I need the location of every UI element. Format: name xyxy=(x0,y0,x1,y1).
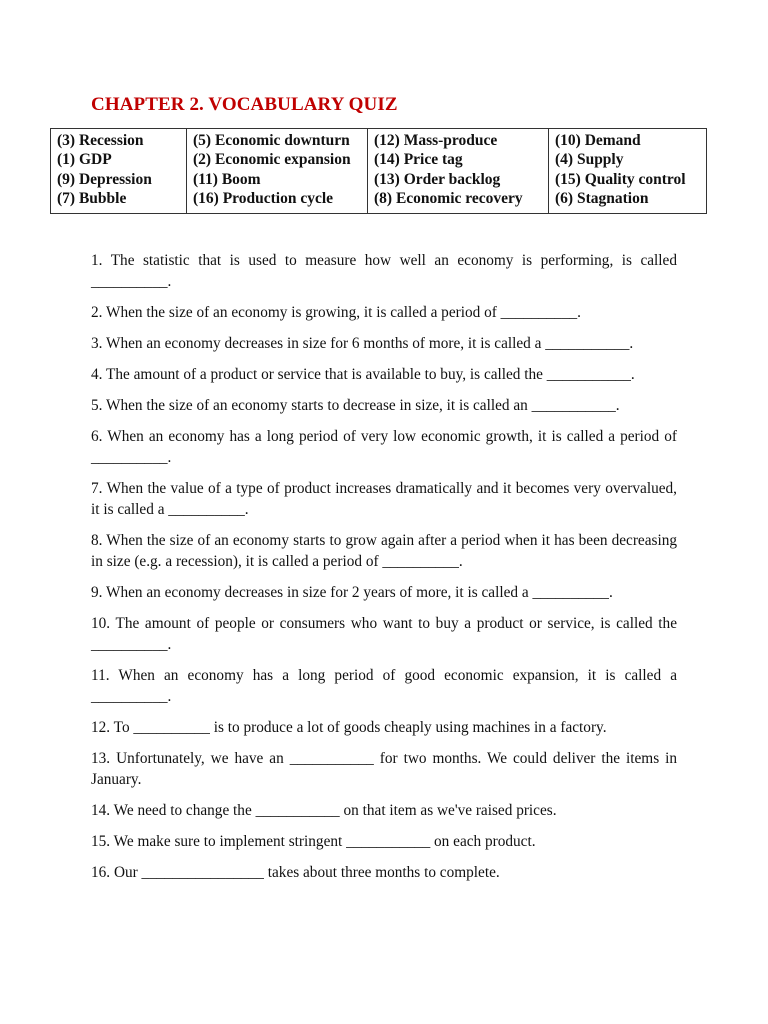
vocab-column-3 xyxy=(368,129,549,214)
question-4: 4. The amount of a product or service that is available to buy, is called the ___________. xyxy=(91,366,635,383)
vocab-term: (14) Price tag xyxy=(374,151,463,169)
question-list xyxy=(91,250,677,893)
vocab-term: (11) Boom xyxy=(193,170,261,188)
question-1: 1. The statistic that is used to measure how well an economy is performing, is called __________. xyxy=(91,252,677,290)
question-11: 11. When an economy has a long period of good economic expansion, it is called a __________. xyxy=(91,667,677,705)
question-13: 13. Unfortunately, we have an ___________ for two months. We could deliver the items in January. xyxy=(91,750,677,788)
vocab-term: (16) Production cycle xyxy=(193,189,334,207)
question-10: 10. The amount of people or consumers who want to buy a product or service, is called the __________. xyxy=(91,615,677,653)
vocab-column-1 xyxy=(51,129,187,214)
vocab-term: (6) Stagnation xyxy=(555,189,649,207)
question-9: 9. When an economy decreases in size for 2 years of more, it is called a __________. xyxy=(91,584,613,601)
vocab-term: (1) GDP xyxy=(57,151,112,169)
vocab-term: (10) Demand xyxy=(555,132,641,149)
vocab-term: (7) Bubble xyxy=(57,189,127,207)
vocab-term: (13) Order backlog xyxy=(374,170,501,188)
question-3: 3. When an economy decreases in size for 6 months of more, it is called a ___________. xyxy=(91,335,634,352)
vocab-column-2 xyxy=(187,129,368,214)
question-7: 7. When the value of a type of product increases dramatically and it becomes very overvalued, it is called a __________. xyxy=(91,480,677,518)
vocabulary-table xyxy=(50,128,707,214)
vocabulary-row xyxy=(51,129,707,214)
page-title: CHAPTER 2. VOCABULARY QUIZ xyxy=(91,94,398,115)
vocab-term: (2) Economic expansion xyxy=(193,151,351,169)
question-14: 14. We need to change the ___________ on that item as we've raised prices. xyxy=(91,802,557,819)
question-5: 5. When the size of an economy starts to decrease in size, it is called an ___________. xyxy=(91,397,620,414)
vocab-column-4 xyxy=(549,129,707,214)
vocab-term: (3) Recession xyxy=(57,132,144,149)
question-12: 12. To __________ is to produce a lot of goods cheaply using machines in a factory. xyxy=(91,719,607,736)
question-16: 16. Our ________________ takes about three months to complete. xyxy=(91,864,500,881)
question-8: 8. When the size of an economy starts to grow again after a period when it has been decreasing in size (e.g. a recession), it is called a period of __________. xyxy=(91,532,677,570)
vocab-term: (5) Economic downturn xyxy=(193,132,350,149)
vocab-term: (12) Mass-produce xyxy=(374,132,498,149)
question-15: 15. We make sure to implement stringent ___________ on each product. xyxy=(91,833,536,850)
question-2: 2. When the size of an economy is growing, it is called a period of __________. xyxy=(91,304,581,321)
question-6: 6. When an economy has a long period of very low economic growth, it is called a period of __________. xyxy=(91,428,677,466)
vocab-term: (8) Economic recovery xyxy=(374,189,523,207)
vocab-term: (4) Supply xyxy=(555,151,624,169)
vocab-term: (9) Depression xyxy=(57,170,152,188)
vocab-term: (15) Quality control xyxy=(555,170,686,188)
